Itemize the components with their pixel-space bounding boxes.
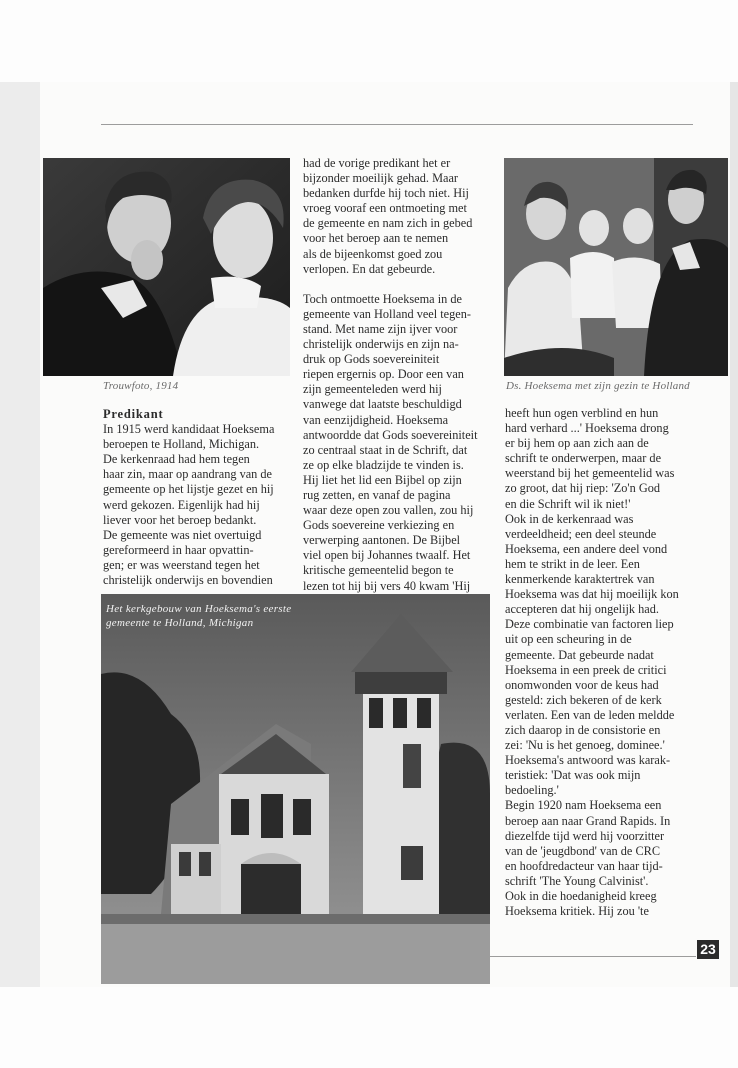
text-line: weerstand bij het gemeentelid was (505, 466, 675, 481)
text-line: riepen ergernis op. Door een van (303, 367, 464, 382)
text-line: schrift te onderwerpen, maar de (505, 451, 662, 466)
text-line: van eenzijdigheid. Hoeksema (303, 412, 449, 427)
text-line: uit op een scheuring in de (505, 632, 632, 647)
text-line: gereformeerd in haar opvattin- (103, 542, 254, 557)
text-line: haar zin, maar op aandrang van de (103, 467, 272, 482)
text-line: als de bijeenkomst goed zou (303, 246, 443, 261)
family-photo (504, 158, 728, 376)
text-line: Hoeksema was dat hij moeilijk kon (505, 587, 679, 602)
text-line: gen; er was weerstand tegen het (103, 557, 260, 572)
text-line: vroeg vooraf een ontmoeting met (303, 201, 467, 216)
bottom-rule (490, 956, 696, 957)
text-line: verwerping aantonen. De Bijbel (303, 533, 461, 548)
text-line: Ook in die hoedanigheid kreeg (505, 889, 657, 903)
column-3 (505, 406, 693, 919)
top-rule (101, 124, 693, 125)
text-line: schrift 'The Young Calvinist'. (505, 873, 649, 888)
text-line: teristiek: 'Dat was ook mijn (505, 768, 641, 783)
text-line: lezen tot hij bij vers 40 kwam 'Hij (303, 578, 471, 593)
text-line: accepteren dat hij ongelijk had. (505, 602, 659, 617)
text-line: waar deze open zou vallen, zou hij (303, 503, 474, 518)
text-line: heeft hun ogen verblind en hun (505, 406, 659, 420)
text-line: vanwege dat laatste beschuldigd (303, 397, 462, 412)
column-2 (303, 156, 490, 594)
text-line: er bij hem op aan zich aan de (505, 436, 649, 451)
text-line: Ook in de kerkenraad was (505, 511, 634, 526)
text-line: rug zetten, en vanaf de pagina (303, 487, 451, 502)
right-page-edge (730, 82, 738, 987)
text-line: Begin 1920 nam Hoeksema een (505, 798, 662, 813)
text-line: druk op Gods soevereiniteit (303, 352, 440, 367)
paragraph-gap (303, 277, 490, 292)
text-line: Hij liet het lid een Bijbel op zijn (303, 472, 462, 487)
text-line: Hoeksema kritiek. Hij zou 'te (505, 904, 649, 919)
text-line: voor het beroep aan te nemen (303, 231, 449, 246)
text-line: zich daarop in de consistorie en (505, 722, 661, 737)
left-page-edge (0, 82, 41, 987)
text-line: verlopen. En dat gebeurde. (303, 261, 436, 276)
text-line: viel open bij Johannes twaalf. Het (303, 548, 471, 563)
text-line: en die Schrift wil ik niet!' (505, 496, 631, 511)
text-line: beroepen te Holland, Michigan. (103, 437, 260, 452)
text-line: gemeente van Holland veel tegen- (303, 306, 471, 321)
church-photo (101, 594, 490, 984)
text-line: Hoeksema in een preek de critici (505, 662, 667, 677)
text-line: Deze combinatie van factoren liep (505, 617, 674, 632)
text-line: In 1915 werd kandidaat Hoeksema (103, 422, 275, 437)
page-number: 23 (697, 940, 719, 959)
text-line: christelijk onderwijs en bovendien (103, 573, 273, 588)
text-line: Hoeksema's antwoord was karak- (505, 753, 671, 768)
text-line: verlaten. Een van de leden meldde (505, 707, 675, 722)
church-caption-line-2: gemeente te Holland, Michigan (106, 617, 254, 629)
church-photo-caption (106, 602, 306, 630)
text-line: stand. Met name zijn ijver voor (303, 321, 458, 336)
text-line: gesteld: zich bekeren of de kerk (505, 692, 662, 707)
section-heading: Predikant (103, 407, 164, 421)
wedding-photo-caption: Trouwfoto, 1914 (103, 380, 179, 392)
text-line: diezelfde tijd werd hij voorzitter (505, 828, 665, 843)
text-line: had de vorige predikant het er (303, 156, 451, 170)
text-line: liever voor het beroep bedankt. (103, 512, 257, 527)
text-line: antwoordde dat Gods soevereiniteit (303, 427, 478, 442)
text-line: Gods soevereine verkiezing en (303, 518, 455, 533)
column-1 (103, 407, 288, 588)
text-line: verdeeldheid; een deel steunde (505, 526, 657, 541)
family-photo-caption: Ds. Hoeksema met zijn gezin te Holland (506, 380, 690, 392)
text-line: de gemeente en nam zich in gebed (303, 216, 473, 231)
text-line: De gemeente was niet overtuigd (103, 527, 262, 542)
text-line: Hoeksema, een andere deel vond (505, 541, 668, 556)
text-line: Toch ontmoette Hoeksema in de (303, 291, 462, 306)
text-line: ze op elke bladzijde te vinden is. (303, 457, 464, 472)
text-line: kritische gemeentelid begon te (303, 563, 454, 578)
text-line: onomwonden voor de keus had (505, 677, 659, 692)
text-line: gemeente op het lijstje gezet en hij (103, 482, 274, 497)
text-line: zijn gemeenteleden werd hij (303, 382, 442, 397)
text-line: bedoeling.' (505, 783, 559, 798)
text-line: kenmerkende karaktertrek van (505, 572, 655, 587)
text-line: zo centraal staat in de Schrift, dat (303, 442, 468, 457)
church-caption-line-1: Het kerkgebouw van Hoeksema's eerste (106, 603, 292, 615)
text-line: hem te strikt in de leer. Een (505, 556, 640, 571)
text-line: werd gekozen. Eigenlijk had hij (103, 497, 260, 512)
text-line: bedanken durfde hij toch niet. Hij (303, 186, 469, 201)
text-line: zei: 'Nu is het genoeg, dominee.' (505, 738, 665, 753)
text-line: beroep aan naar Grand Rapids. In (505, 813, 671, 828)
text-line: zo groot, dat hij riep: 'Zo'n God (505, 481, 661, 496)
text-line: gemeente. Dat gebeurde nadat (505, 647, 654, 662)
text-line: en hoofdredacteur van haar tijd- (505, 858, 663, 873)
text-line: hard verhard ...' Hoeksema drong (505, 421, 669, 436)
text-line: van de 'jeugdbond' van de CRC (505, 843, 661, 858)
wedding-photo (43, 158, 290, 376)
text-line: De kerkenraad had hem tegen (103, 452, 250, 467)
text-line: bijzonder moeilijk gehad. Maar (303, 171, 459, 186)
text-line: christelijk onderwijs en zijn na- (303, 337, 459, 352)
